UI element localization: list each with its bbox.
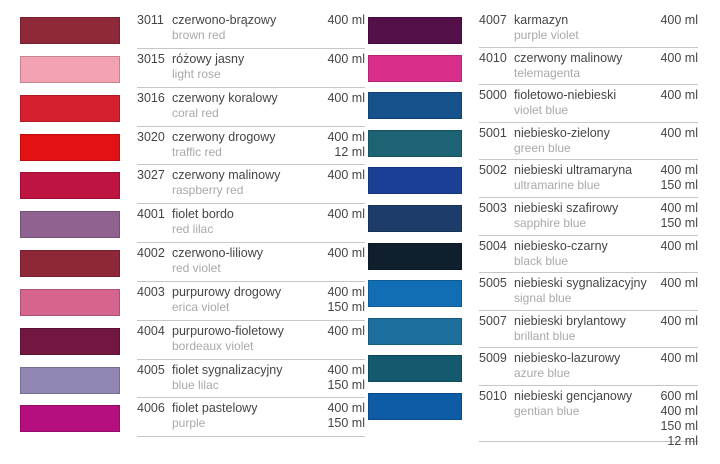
swatch-cell xyxy=(368,198,479,236)
swatch-cell xyxy=(20,165,137,204)
color-row xyxy=(20,49,365,88)
volume-label: 150 ml xyxy=(327,416,365,431)
volume-list xyxy=(660,388,698,448)
color-name-english: ultramarine blue xyxy=(514,178,601,193)
swatch-cell xyxy=(20,10,137,49)
color-swatch xyxy=(368,355,462,382)
color-name-english: brown red xyxy=(172,28,226,42)
color-swatch xyxy=(368,55,462,82)
color-row xyxy=(368,160,698,198)
swatch-cell xyxy=(20,127,137,166)
color-swatch xyxy=(368,318,462,345)
volume-list xyxy=(327,324,365,359)
ral-code: 4007 xyxy=(479,13,507,27)
volume-label: 400 ml xyxy=(660,403,698,418)
swatch-cell xyxy=(368,160,479,198)
volume-label: 400 ml xyxy=(660,88,698,103)
volume-list xyxy=(327,91,365,126)
color-names xyxy=(172,207,327,242)
color-info xyxy=(479,348,698,386)
color-names xyxy=(172,246,327,281)
swatch-cell xyxy=(368,386,479,442)
color-name-polish: fioletowo-niebieski xyxy=(514,88,617,103)
ral-code: 5010 xyxy=(479,388,507,403)
color-row xyxy=(20,127,365,166)
color-name-polish: czerwono-brązowy xyxy=(172,13,277,27)
color-swatch xyxy=(20,328,120,355)
color-name-english: black blue xyxy=(514,253,569,268)
color-info xyxy=(479,198,698,236)
color-names xyxy=(514,51,660,85)
swatch-cell xyxy=(20,321,137,360)
color-name-polish: niebieski brylantowy xyxy=(514,313,626,328)
volume-list xyxy=(660,126,698,160)
color-names xyxy=(514,126,660,160)
swatch-cell xyxy=(368,123,479,161)
color-name-english: raspberry red xyxy=(172,183,244,198)
color-row xyxy=(20,243,365,282)
volume-label: 400 ml xyxy=(660,13,698,27)
volume-label: 400 ml xyxy=(327,207,365,222)
color-info xyxy=(479,85,698,123)
color-names xyxy=(172,168,327,203)
color-row xyxy=(368,386,698,448)
color-names xyxy=(172,285,327,320)
color-names xyxy=(514,163,660,197)
color-name-polish: fiolet bordo xyxy=(172,207,234,222)
ral-code: 5005 xyxy=(479,276,507,291)
color-swatch xyxy=(368,17,462,44)
color-info xyxy=(479,48,698,86)
ral-code: 5000 xyxy=(479,88,507,103)
color-swatch xyxy=(368,393,462,420)
color-name-english: signal blue xyxy=(514,291,572,306)
volume-label: 400 ml xyxy=(327,362,365,377)
color-swatch xyxy=(20,405,120,432)
color-name-english: erica violet xyxy=(172,299,230,314)
color-swatch xyxy=(368,167,462,194)
ral-code: 3015 xyxy=(137,51,165,66)
volume-label: 400 ml xyxy=(327,323,365,338)
color-name-english: azure blue xyxy=(514,366,571,381)
color-row xyxy=(368,348,698,386)
color-swatch xyxy=(20,367,120,394)
color-info xyxy=(137,204,365,243)
volume-label: 400 ml xyxy=(327,90,365,105)
color-row xyxy=(20,360,365,399)
volume-label: 400 ml xyxy=(660,200,698,215)
color-swatch xyxy=(368,243,462,270)
color-name-polish: czerwony malinowy xyxy=(514,50,623,65)
color-row xyxy=(20,10,365,49)
ral-code: 5007 xyxy=(479,313,507,328)
color-info xyxy=(137,360,365,399)
color-names xyxy=(514,88,660,122)
swatch-cell xyxy=(368,348,479,386)
color-name-english: red violet xyxy=(172,261,221,276)
color-swatch xyxy=(368,130,462,157)
color-row xyxy=(368,273,698,311)
color-names xyxy=(514,276,660,310)
color-name-english: telemagenta xyxy=(514,65,581,80)
color-row xyxy=(20,204,365,243)
color-info xyxy=(479,236,698,274)
color-names xyxy=(172,13,327,48)
volume-list xyxy=(660,88,698,122)
color-swatch xyxy=(368,92,462,119)
ral-code: 3020 xyxy=(137,129,165,144)
swatch-cell xyxy=(20,360,137,399)
color-swatch xyxy=(368,280,462,307)
color-name-english: purple xyxy=(172,416,206,431)
color-name-english: sapphire blue xyxy=(514,215,587,230)
swatch-cell xyxy=(368,10,479,48)
color-names xyxy=(172,401,327,436)
color-swatch xyxy=(20,172,120,199)
color-row xyxy=(20,88,365,127)
color-info xyxy=(479,123,698,161)
swatch-cell xyxy=(20,398,137,437)
volume-list xyxy=(660,13,698,47)
volume-list xyxy=(327,130,365,165)
color-names xyxy=(514,239,660,273)
color-info xyxy=(479,386,698,448)
volume-list xyxy=(327,13,365,48)
color-name-english: red lilac xyxy=(172,222,214,237)
color-row xyxy=(368,236,698,274)
color-info xyxy=(137,165,365,204)
color-row xyxy=(20,321,365,360)
color-name-english: brillant blue xyxy=(514,328,576,343)
color-name-polish: niebieski gencjanowy xyxy=(514,388,633,403)
color-row xyxy=(368,48,698,86)
color-name-english: bordeaux violet xyxy=(172,338,254,353)
color-name-polish: różowy jasny xyxy=(172,51,245,66)
color-info xyxy=(479,160,698,198)
ral-code: 4010 xyxy=(479,50,507,65)
color-info xyxy=(137,282,365,321)
color-info xyxy=(137,127,365,166)
ral-code: 4001 xyxy=(137,207,165,222)
ral-code: 5003 xyxy=(479,200,507,215)
color-name-polish: niebiesko-lazurowy xyxy=(514,351,621,366)
swatch-cell xyxy=(20,243,137,282)
color-name-polish: czerwony drogowy xyxy=(172,129,276,144)
color-name-english: violet blue xyxy=(514,103,569,118)
color-names xyxy=(172,52,327,87)
swatch-cell xyxy=(20,204,137,243)
volume-label: 12 ml xyxy=(334,144,365,159)
color-name-polish: czerwony malinowy xyxy=(172,168,281,183)
color-names xyxy=(172,363,327,398)
volume-list xyxy=(660,163,698,197)
volume-label: 400 ml xyxy=(660,125,698,140)
volume-label: 400 ml xyxy=(660,351,698,366)
volume-label: 150 ml xyxy=(660,418,698,433)
color-swatch xyxy=(20,134,120,161)
color-name-english: coral red xyxy=(172,105,219,120)
color-name-polish: fiolet pastelowy xyxy=(172,401,258,416)
color-name-english: traffic red xyxy=(172,144,222,159)
swatch-cell xyxy=(20,88,137,127)
volume-label: 400 ml xyxy=(660,276,698,291)
ral-code: 5009 xyxy=(479,351,507,366)
volume-label: 150 ml xyxy=(660,178,698,193)
swatch-cell xyxy=(20,49,137,88)
color-column-left xyxy=(20,0,365,437)
color-row xyxy=(368,311,698,349)
volume-list xyxy=(327,363,365,398)
color-name-polish: purpurowo-fioletowy xyxy=(172,323,284,338)
color-info xyxy=(137,10,365,49)
color-info xyxy=(137,398,365,437)
color-swatch xyxy=(20,56,120,83)
volume-label: 400 ml xyxy=(327,168,365,183)
color-name-polish: czerwony koralowy xyxy=(172,90,278,105)
color-name-polish: fiolet sygnalizacyjny xyxy=(172,362,283,377)
color-info xyxy=(479,311,698,349)
volume-label: 400 ml xyxy=(660,163,698,178)
swatch-cell xyxy=(368,236,479,274)
color-name-english: blue lilac xyxy=(172,377,219,392)
color-name-polish: czerwono-liliowy xyxy=(172,246,263,261)
swatch-cell xyxy=(368,85,479,123)
ral-code: 4003 xyxy=(137,284,165,299)
ral-code: 4002 xyxy=(137,246,165,261)
color-row xyxy=(368,85,698,123)
volume-label: 150 ml xyxy=(327,377,365,392)
volume-label: 400 ml xyxy=(327,401,365,416)
volume-label: 400 ml xyxy=(327,51,365,66)
volume-label: 150 ml xyxy=(327,299,365,314)
volume-label: 400 ml xyxy=(327,284,365,299)
color-name-english: light rose xyxy=(172,66,221,81)
volume-label: 12 ml xyxy=(667,433,698,448)
swatch-cell xyxy=(368,311,479,349)
volume-list xyxy=(327,168,365,203)
color-names xyxy=(172,324,327,359)
swatch-cell xyxy=(20,282,137,321)
color-swatch xyxy=(20,17,120,44)
volume-list xyxy=(327,285,365,320)
color-swatch xyxy=(20,289,120,316)
ral-code: 4005 xyxy=(137,362,165,377)
color-name-english: gentian blue xyxy=(514,403,580,418)
volume-list xyxy=(327,401,365,436)
color-name-polish: niebiesko-zielony xyxy=(514,125,610,140)
volume-label: 400 ml xyxy=(327,246,365,261)
color-info xyxy=(137,49,365,88)
color-column-right xyxy=(368,0,698,448)
color-names xyxy=(172,130,327,165)
ral-code: 5002 xyxy=(479,163,507,178)
color-name-polish: niebieski ultramaryna xyxy=(514,163,633,178)
color-info xyxy=(137,321,365,360)
color-names xyxy=(514,314,660,348)
swatch-cell xyxy=(368,273,479,311)
swatch-cell xyxy=(368,48,479,86)
color-name-polish: niebiesko-czarny xyxy=(514,238,608,253)
color-info xyxy=(137,88,365,127)
color-name-polish: karmazyn xyxy=(514,13,569,27)
ral-code: 5004 xyxy=(479,238,507,253)
color-swatch xyxy=(20,211,120,238)
color-name-english: green blue xyxy=(514,140,571,155)
ral-code: 3011 xyxy=(137,13,164,27)
volume-list xyxy=(327,52,365,87)
color-names xyxy=(514,201,660,235)
volume-list xyxy=(660,201,698,235)
ral-code: 4006 xyxy=(137,401,165,416)
color-info xyxy=(479,10,698,48)
color-name-english: purple violet xyxy=(514,28,579,42)
color-names xyxy=(172,91,327,126)
color-names xyxy=(514,13,660,47)
color-swatch xyxy=(20,250,120,277)
color-info xyxy=(479,273,698,311)
ral-code: 3027 xyxy=(137,168,165,183)
volume-list xyxy=(660,351,698,385)
volume-list xyxy=(327,246,365,281)
volume-label: 400 ml xyxy=(660,313,698,328)
volume-label: 400 ml xyxy=(660,238,698,253)
ral-code: 5001 xyxy=(479,125,507,140)
ral-code: 3016 xyxy=(137,90,165,105)
volume-list xyxy=(327,207,365,242)
volume-list xyxy=(660,314,698,348)
color-name-polish: niebieski szafirowy xyxy=(514,200,619,215)
ral-code: 4004 xyxy=(137,323,165,338)
color-row xyxy=(20,165,365,204)
color-names xyxy=(514,351,660,385)
volume-list xyxy=(660,276,698,310)
color-name-polish: purpurowy drogowy xyxy=(172,284,282,299)
color-info xyxy=(137,243,365,282)
color-swatch xyxy=(20,95,120,122)
color-names xyxy=(514,389,660,441)
volume-label: 600 ml xyxy=(660,388,698,403)
volume-label: 400 ml xyxy=(660,50,698,65)
color-row xyxy=(20,398,365,437)
volume-label: 400 ml xyxy=(327,13,365,27)
color-swatch xyxy=(368,205,462,232)
color-row xyxy=(368,123,698,161)
color-row xyxy=(368,10,698,48)
color-name-polish: niebieski sygnalizacyjny xyxy=(514,276,647,291)
color-row xyxy=(20,282,365,321)
volume-list xyxy=(660,51,698,85)
volume-label: 400 ml xyxy=(327,129,365,144)
color-row xyxy=(368,198,698,236)
volume-list xyxy=(660,239,698,273)
volume-label: 150 ml xyxy=(660,215,698,230)
